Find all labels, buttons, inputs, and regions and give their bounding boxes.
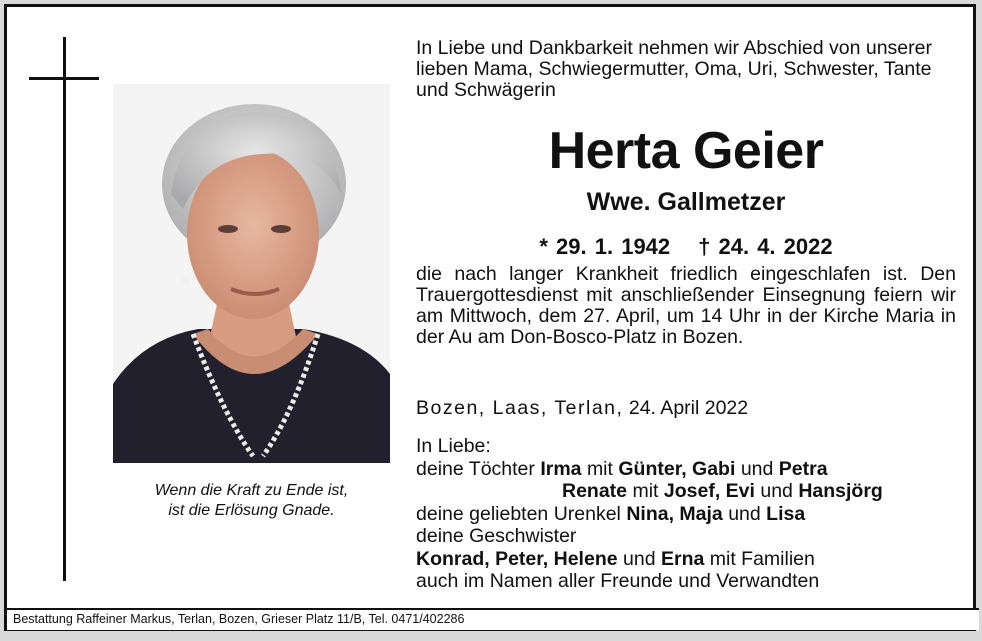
name: Günter, Gabi <box>618 457 736 480</box>
family-line-daughters <box>416 458 956 481</box>
name: Lisa <box>766 502 806 525</box>
name: Konrad, Peter, Helene <box>416 547 618 570</box>
family-heading: In Liebe: <box>416 435 491 457</box>
connector: mit <box>586 457 613 480</box>
body-text <box>416 264 956 348</box>
name: Josef, Evi <box>663 480 755 502</box>
cross-icon <box>63 37 66 581</box>
name: Renate <box>562 480 628 502</box>
connector: mit Familien <box>709 547 815 570</box>
quote-line: ist die Erlösung Gnade. <box>168 502 335 519</box>
cross-icon-bar <box>29 77 99 80</box>
name: Petra <box>778 457 828 480</box>
label: deine geliebten Urenkel <box>416 502 621 525</box>
intro-text: In Liebe und Dankbarkeit nehmen wir Abschied von unserer lieben Mama, Schwiegermutter, Oma, Uri, Schwester, Tante und Schwägerin <box>416 37 932 101</box>
connector: und <box>623 547 656 570</box>
quote <box>113 481 390 521</box>
family-line-siblings-label: deine Geschwister <box>416 525 577 547</box>
family-line-siblings <box>416 548 956 571</box>
obituary-card <box>4 4 976 631</box>
quote-line: Wenn die Kraft zu Ende ist, <box>154 482 349 499</box>
family-line-daughter-2 <box>416 480 956 503</box>
connector: mit <box>632 480 659 502</box>
family-line-greatgrandchildren <box>416 503 956 526</box>
label: deine Töchter <box>416 457 535 480</box>
connector: und <box>760 480 793 502</box>
name: Erna <box>660 547 705 570</box>
body-paragraph: die nach langer Krankheit friedlich eingeschlafen ist. Den Trauergottesdienst mit anschließender Einsegnung feiern wir am Mittwoch, dem 27. April, um 14 Uhr in der Kirche Maria in der Au am Don-Bosco-Platz in Bozen. <box>416 263 956 348</box>
name: Hansjörg <box>798 480 883 502</box>
family-list <box>416 435 956 593</box>
family-closing: auch im Namen aller Freunde und Verwandten <box>416 570 820 592</box>
life-dates <box>416 233 956 261</box>
portrait-photo <box>113 84 390 463</box>
connector: und <box>728 502 761 525</box>
place-date <box>416 397 748 419</box>
death-date: † 24. 4. 2022 <box>698 234 833 259</box>
birth-date: * 29. 1. 1942 <box>539 234 671 259</box>
footer-undertaker: Bestattung Raffeiner Markus, Terlan, Bozen, Grieser Platz 11/B, Tel. 0471/402286 <box>7 608 979 630</box>
name: Irma <box>540 457 582 480</box>
name: Nina, Maja <box>626 502 723 525</box>
connector: und <box>740 457 774 480</box>
deceased-name: Herta Geier <box>548 122 824 180</box>
place-names: Bozen, Laas, Terlan, <box>416 397 624 419</box>
maiden-name: Wwe. Gallmetzer <box>586 188 786 216</box>
notice-date: 24. April 2022 <box>628 397 749 419</box>
